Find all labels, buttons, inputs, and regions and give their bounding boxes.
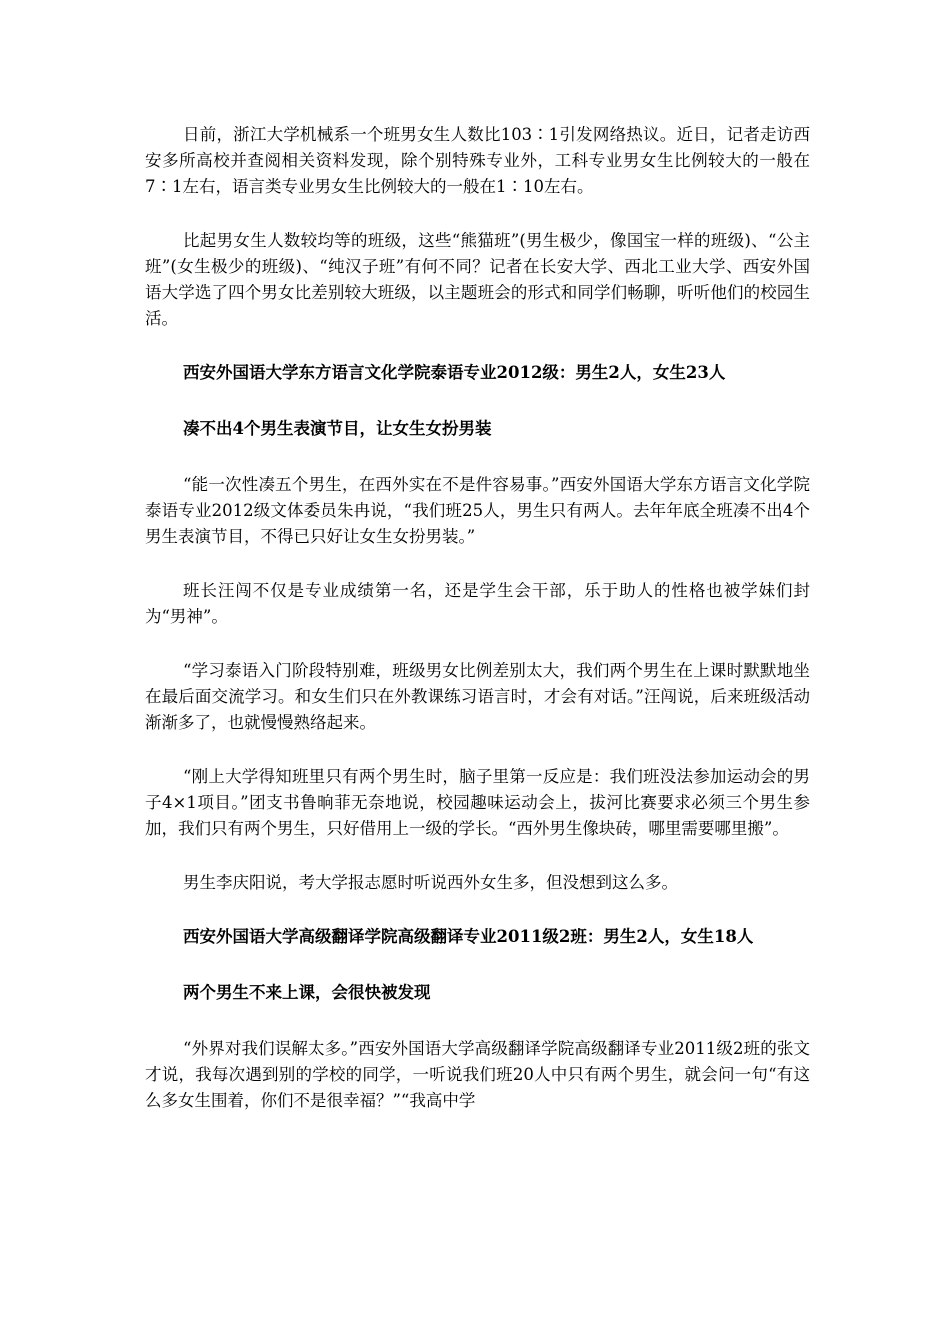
paragraph-zhang-wencai: “外界对我们误解太多。”西安外国语大学高级翻译学院高级翻译专业2011级2班的张文才说，我每次遇到别的学校的同学，一听说我们班20人中只有两个男生，就会问一句“有这么多女生围着，你们不是很幸福？”“我高中学	[145, 1039, 810, 1110]
paragraph-monitor-wang: 班长汪闯不仅是专业成绩第一名，还是学生会干部，乐于助人的性格也被学妹们封为“男神”。	[145, 581, 810, 626]
subheading-absence-noticed: 两个男生不来上课，会很快被发现	[183, 983, 431, 1002]
section-heading-thai-class: 西安外国语大学东方语言文化学院泰语专业2012级：男生2人，女生23人	[183, 363, 726, 382]
paragraph-wang-quote: “学习泰语入门阶段特别难，班级男女比例差别太大，我们两个男生在上课时默默地坐在最后面交流学习。和女生们只在外教课练习语言时，才会有对话。”汪闯说，后来班级活动渐渐多了，也就慢慢熟络起来。	[145, 661, 810, 732]
document-page	[145, 122, 810, 1142]
section-heading-translation-class: 西安外国语大学高级翻译学院高级翻译专业2011级2班：男生2人，女生18人	[183, 927, 754, 946]
paragraph-class-types: 比起男女生人数较均等的班级，这些“熊猫班”(男生极少，像国宝一样的班级)、“公主班”(女生极少的班级)、“纯汉子班”有何不同？记者在长安大学、西北工业大学、西安外国语大学选了四个男女比差别较大班级，以主题班会的形式和同学们畅聊，听听他们的校园生活。	[145, 231, 810, 328]
paragraph-li-qingyang: 男生李庆阳说，考大学报志愿时听说西外女生多，但没想到这么多。	[183, 873, 678, 892]
subheading-cross-dressing: 凑不出4个男生表演节目，让女生女扮男装	[183, 419, 492, 438]
paragraph-lu-quote: “刚上大学得知班里只有两个男生时，脑子里第一反应是：我们班没法参加运动会的男子4×1项目。”团支书鲁晌菲无奈地说，校园趣味运动会上，拔河比赛要求必须三个男生参加，我们只有两个男生，只好借用上一级的学长。“西外男生像块砖，哪里需要哪里搬”。	[145, 767, 810, 838]
paragraph-intro: 日前，浙江大学机械系一个班男女生人数比103∶1引发网络热议。近日，记者走访西安多所高校并查阅相关资料发现，除个别特殊专业外，工科专业男女生比例较大的一般在7∶1左右，语言类专业男女生比例较大的一般在1∶10左右。	[145, 125, 810, 196]
paragraph-zhu-ran-quote: “能一次性凑五个男生，在西外实在不是件容易事。”西安外国语大学东方语言文化学院泰语专业2012级文体委员朱冉说，“我们班25人，男生只有两人。去年年底全班凑不出4个男生表演节目，不得已只好让女生女扮男装。”	[145, 475, 810, 546]
